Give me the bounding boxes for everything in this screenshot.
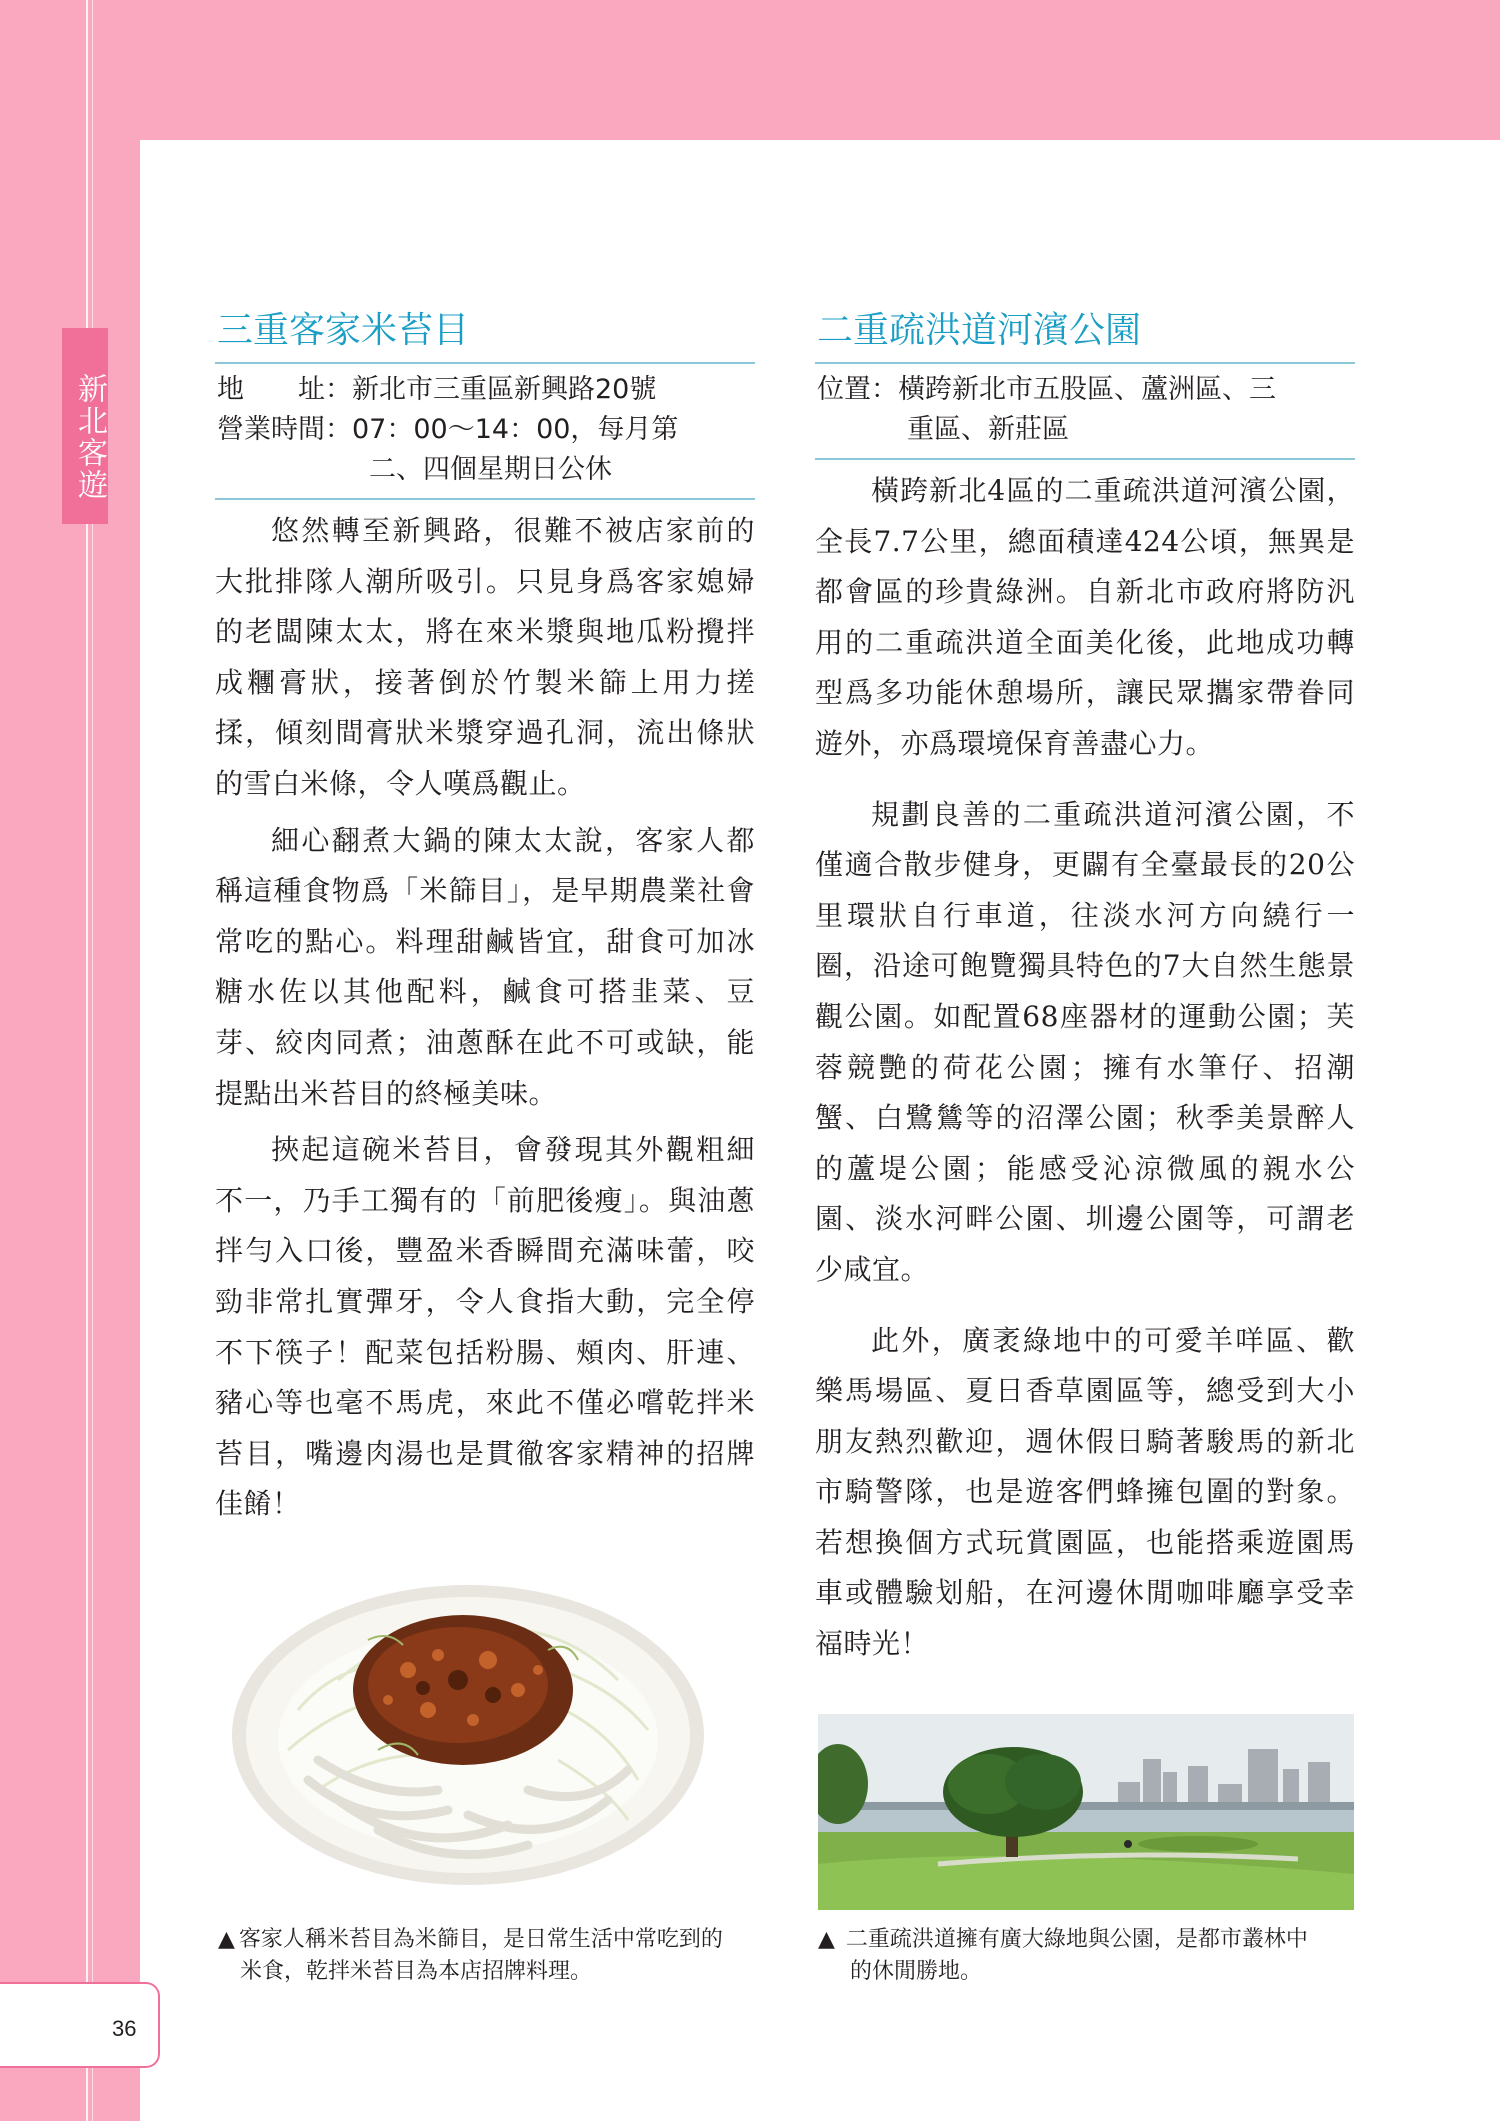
left-info-block xyxy=(215,364,755,498)
margin-line xyxy=(86,0,88,2121)
caption-triangle-icon: ▲ xyxy=(818,1927,835,1952)
section-tab: 新北客遊 xyxy=(62,328,108,524)
location-label: 位置： xyxy=(817,374,898,405)
left-caption-line1: ▲ 客家人稱米苔目為米篩目，是日常生活中常吃到的 xyxy=(218,1927,723,1952)
right-paragraph-3: 此外，廣袤綠地中的可愛羊咩區、歡樂馬場區、夏日香草園區等，總受到大小朋友熱烈歡迎，週休假日騎著駿馬的新北市騎警隊，也是遊客們蜂擁包圍的對象。若想換個方式玩賞園區，也能搭乘遊園馬車或體驗划船，在河邊休閒咖啡廳享受幸福時光！ xyxy=(815,1323,1355,1661)
right-article xyxy=(815,300,1355,1670)
left-title: 三重客家米苔目 xyxy=(217,310,470,351)
riverside-park-photo xyxy=(818,1714,1354,1910)
right-photo-caption xyxy=(818,1924,1378,1988)
address-value: 新北市三重區新興路20號 xyxy=(352,374,657,405)
caption-triangle-icon: ▲ xyxy=(218,1927,235,1952)
location-value-line1: 橫跨新北市五股區、蘆洲區、三 xyxy=(898,374,1276,405)
hours-value-line1: 07：00～14：00，每月第 xyxy=(352,414,679,445)
noodle-bowl-photo xyxy=(228,1560,708,1890)
left-paragraph-2: 細心翻煮大鍋的陳太太說，客家人都稱這種食物爲「米篩目」，是早期農業社會常吃的點心。料理甜鹹皆宜，甜食可加冰糖水佐以其他配料，鹹食可搭韭菜、豆芽、絞肉同煮；油蔥酥在此不可或缺，能提點出米苔目的終極美味。 xyxy=(215,823,755,1110)
right-caption-line2: 的休閒勝地。 xyxy=(850,1959,983,1984)
address-row xyxy=(217,370,755,410)
location-row xyxy=(817,370,1355,410)
noodle-bowl-illustration xyxy=(228,1560,708,1890)
address-label: 地 址： xyxy=(217,374,352,405)
right-info-block xyxy=(815,364,1355,458)
right-caption-line1: ▲ 二重疏洪道擁有廣大綠地與公園，是都市叢林中 xyxy=(818,1927,1308,1952)
left-info-rule xyxy=(215,498,755,500)
right-title: 二重疏洪道河濱公園 xyxy=(817,310,1142,351)
right-paragraph-2: 規劃良善的二重疏洪道河濱公園，不僅適合散步健身，更闢有全臺最長的20公里環狀自行車道，往淡水河方向繞行一圈，沿途可飽覽獨具特色的7大自然生態景觀公園。如配置68座器材的運動公園；芙蓉競艷的荷花公園；擁有水筆仔、招潮蟹、白鷺鷥等的沼澤公園；秋季美景醉人的蘆堤公園；能感受沁涼微風的親水公園、淡水河畔公園、圳邊公園等，可謂老少咸宜。 xyxy=(815,797,1355,1286)
park-illustration xyxy=(818,1714,1354,1910)
left-photo-caption xyxy=(218,1924,778,1988)
left-caption-line2: 米食，乾拌米苔目為本店招牌料理。 xyxy=(240,1959,593,1984)
location-value-line2: 重區、新莊區 xyxy=(907,414,1069,445)
margin-line-thin xyxy=(92,0,93,2121)
left-paragraph-1: 悠然轉至新興路，很難不被店家前的大批排隊人潮所吸引。只見身爲客家媳婦的老闆陳太太，將在來米漿與地瓜粉攪拌成糰膏狀，接著倒於竹製米篩上用力搓揉，傾刻間膏狀米漿穿過孔洞，流出條狀的雪白米條，令人嘆爲觀止。 xyxy=(215,514,755,800)
right-paragraph-1: 橫跨新北4區的二重疏洪道河濱公園，全長7.7公里，總面積達424公頃，無異是都會區的珍貴綠洲。自新北市政府將防汎用的二重疏洪道全面美化後，此地成功轉型爲多功能休憩場所，讓民眾攜家帶眷同遊外，亦爲環境保育善盡心力。 xyxy=(815,474,1355,760)
hours-row xyxy=(217,410,755,450)
left-article xyxy=(215,300,755,1530)
left-paragraph-3: 挾起這碗米苔目，會發現其外觀粗細不一，乃手工獨有的「前肥後瘦」。與油蔥拌勻入口後，豐盈米香瞬間充滿味蕾，咬勁非常扎實彈牙，令人食指大動，完全停不下筷子！配菜包括粉腸、頰肉、肝連、豬心等也毫不馬虎，來此不僅必嚐乾拌米苔目，嘴邊肉湯也是貫徹客家精神的招牌佳餚！ xyxy=(215,1133,755,1521)
hours-label: 營業時間： xyxy=(217,414,352,445)
hours-value-line2: 二、四個星期日公休 xyxy=(369,454,612,485)
page-number: 36 xyxy=(112,2016,137,2041)
right-info-rule xyxy=(815,458,1355,460)
